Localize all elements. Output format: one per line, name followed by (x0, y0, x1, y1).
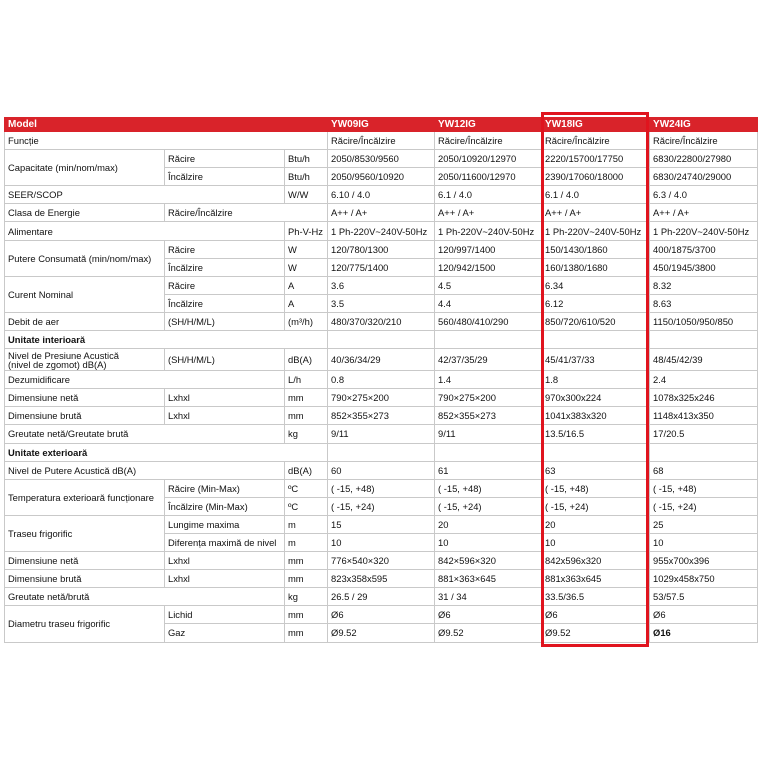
table-row (5, 407, 758, 425)
unit-label: (m³/h) (285, 312, 328, 330)
cell-value: 970x300x224 (542, 389, 650, 407)
cell-value: 26.5 / 29 (328, 588, 435, 606)
cell-value: Răcire/Încălzire (328, 132, 435, 150)
unit-label: kg (285, 425, 328, 443)
cell-value: 842x596x320 (542, 552, 650, 570)
cell-value: 42/37/35/29 (435, 349, 542, 371)
cell-value: 2050/10920/12970 (435, 150, 542, 168)
row-label: Capacitate (min/nom/max) (5, 150, 165, 186)
cell-value: 6.3 / 4.0 (650, 186, 758, 204)
table-row (5, 371, 758, 389)
model-label: Model (5, 118, 328, 132)
table-row (5, 204, 758, 222)
unit-label: A (285, 276, 328, 294)
cell-value: 4.5 (435, 276, 542, 294)
unit-label: mm (285, 389, 328, 407)
unit-label: mm (285, 624, 328, 642)
table-row (5, 570, 758, 588)
cell-value: 6.10 / 4.0 (328, 186, 435, 204)
sub-label: Răcire (165, 150, 285, 168)
cell-value: Ø6 (650, 606, 758, 624)
sub-label: Răcire/Încălzire (165, 204, 328, 222)
cell-value: 842×596×320 (435, 552, 542, 570)
section-header-outdoor (5, 443, 758, 461)
row-label-line: (nivel de zgomot) dB(A) (8, 358, 107, 370)
cell-value: 150/1430/1860 (542, 240, 650, 258)
cell-value: 560/480/410/290 (435, 312, 542, 330)
table-row (5, 240, 758, 258)
cell-value: 1078x325x246 (650, 389, 758, 407)
cell-value: 2220/15700/17750 (542, 150, 650, 168)
row-label: Dimensiune brută (5, 407, 165, 425)
sub-label: Lxhxl (165, 389, 285, 407)
cell-value: 31 / 34 (435, 588, 542, 606)
cell-value: 1 Ph-220V~240V-50Hz (542, 222, 650, 240)
cell-value: ( -15, +48) (328, 479, 435, 497)
model-name: YW18IG (542, 118, 650, 132)
cell-value: 68 (650, 461, 758, 479)
table-row (5, 349, 758, 371)
unit-label: W (285, 258, 328, 276)
cell-value: 40/36/34/29 (328, 349, 435, 371)
cell-value: Ø9.52 (328, 624, 435, 642)
unit-label: L/h (285, 371, 328, 389)
unit-label: kg (285, 588, 328, 606)
unit-label: W/W (285, 186, 328, 204)
cell-value: 6.34 (542, 276, 650, 294)
row-label: Traseu frigorific (5, 515, 165, 551)
spec-table (4, 117, 758, 643)
cell-value: Ø16 (650, 624, 758, 642)
cell-value: 3.6 (328, 276, 435, 294)
row-label: Alimentare (5, 222, 285, 240)
cell-value: A++ / A+ (542, 204, 650, 222)
cell-value: 6830/22800/27980 (650, 150, 758, 168)
cell-value: 6.12 (542, 294, 650, 312)
cell-value: ( -15, +24) (650, 497, 758, 515)
cell-value: 400/1875/3700 (650, 240, 758, 258)
row-label: Greutate netă/brută (5, 588, 285, 606)
cell-value: 1.8 (542, 371, 650, 389)
cell-value: 6.1 / 4.0 (435, 186, 542, 204)
row-label: Dimensiune netă (5, 552, 165, 570)
cell-value: 10 (328, 533, 435, 551)
cell-value: 10 (650, 533, 758, 551)
cell-value: 823x358x595 (328, 570, 435, 588)
section-header-indoor (5, 331, 758, 349)
cell-value: 8.63 (650, 294, 758, 312)
sub-label: (SH/H/M/L) (165, 312, 285, 330)
row-label: Diametru traseu frigorific (5, 606, 165, 642)
unit-label: A (285, 294, 328, 312)
row-label-line: Nivel de Presiune Acustică (8, 349, 119, 361)
cell-value: 790×275×200 (435, 389, 542, 407)
cell-value: 20 (542, 515, 650, 533)
row-label: Clasa de Energie (5, 204, 165, 222)
sub-label: Lxhxl (165, 552, 285, 570)
cell-value: 53/57.5 (650, 588, 758, 606)
cell-value: ( -15, +48) (650, 479, 758, 497)
cell-value: 2.4 (650, 371, 758, 389)
row-label: Temperatura exterioară funcționare (5, 479, 165, 515)
cell-value: 8.32 (650, 276, 758, 294)
cell-value: Ø9.52 (542, 624, 650, 642)
cell-value: 20 (435, 515, 542, 533)
row-label: Putere Consumată (min/nom/max) (5, 240, 165, 276)
cell-value: 120/942/1500 (435, 258, 542, 276)
cell-value: ( -15, +24) (435, 497, 542, 515)
table-row (5, 132, 758, 150)
unit-label: m (285, 533, 328, 551)
cell-value: 955x700x396 (650, 552, 758, 570)
section-title: Unitate interioară (5, 331, 328, 349)
table-row (5, 588, 758, 606)
cell-value: 10 (542, 533, 650, 551)
cell-value: 1 Ph-220V~240V-50Hz (435, 222, 542, 240)
cell-value: 1041x383x320 (542, 407, 650, 425)
cell-value: 1150/1050/950/850 (650, 312, 758, 330)
row-label: SEER/SCOP (5, 186, 285, 204)
cell-value: 3.5 (328, 294, 435, 312)
table-row (5, 150, 758, 168)
cell-value: Ø6 (435, 606, 542, 624)
unit-label: ºC (285, 497, 328, 515)
cell-value: Răcire/Încălzire (650, 132, 758, 150)
cell-value: 120/997/1400 (435, 240, 542, 258)
cell-value: 1 Ph-220V~240V-50Hz (328, 222, 435, 240)
unit-label: mm (285, 606, 328, 624)
cell-value: 63 (542, 461, 650, 479)
cell-value: 1 Ph-220V~240V-50Hz (650, 222, 758, 240)
cell-value: 48/45/42/39 (650, 349, 758, 371)
sub-label: Încălzire (165, 258, 285, 276)
table-row (5, 515, 758, 533)
cell-value: Răcire/Încălzire (542, 132, 650, 150)
row-label: Dezumidificare (5, 371, 285, 389)
cell-value: Răcire/Încălzire (435, 132, 542, 150)
cell-value: Ø9.52 (435, 624, 542, 642)
row-label: Dimensiune netă (5, 389, 165, 407)
cell-value: 450/1945/3800 (650, 258, 758, 276)
cell-value: 61 (435, 461, 542, 479)
cell-value: 45/41/37/33 (542, 349, 650, 371)
cell-value: 60 (328, 461, 435, 479)
table-row (5, 222, 758, 240)
cell-value: 0.8 (328, 371, 435, 389)
model-name: YW24IG (650, 118, 758, 132)
unit-label: ºC (285, 479, 328, 497)
cell-value: 160/1380/1680 (542, 258, 650, 276)
sub-label: Lxhxl (165, 570, 285, 588)
sub-label: Lungime maxima (165, 515, 285, 533)
cell-value: A++ / A+ (328, 204, 435, 222)
cell-value: 1.4 (435, 371, 542, 389)
cell-value: 9/11 (435, 425, 542, 443)
row-label: Curent Nominal (5, 276, 165, 312)
cell-value: 1029x458x750 (650, 570, 758, 588)
cell-value: 776×540×320 (328, 552, 435, 570)
sub-label: Încălzire (Min-Max) (165, 497, 285, 515)
cell-value: 881x363x645 (542, 570, 650, 588)
table-row (5, 425, 758, 443)
cell-value: 790×275×200 (328, 389, 435, 407)
table-row (5, 606, 758, 624)
row-label: Dimensiune brută (5, 570, 165, 588)
row-label (5, 349, 165, 371)
cell-value: 852×355×273 (435, 407, 542, 425)
table-row (5, 479, 758, 497)
unit-label: Btu/h (285, 168, 328, 186)
cell-value: 13.5/16.5 (542, 425, 650, 443)
row-label: Nivel de Putere Acustică dB(A) (5, 461, 285, 479)
model-name: YW12IG (435, 118, 542, 132)
row-label: Debit de aer (5, 312, 165, 330)
table-row (5, 389, 758, 407)
sub-label: Răcire (Min-Max) (165, 479, 285, 497)
unit-label: dB(A) (285, 461, 328, 479)
cell-value: 10 (435, 533, 542, 551)
cell-value: 15 (328, 515, 435, 533)
unit-label: Btu/h (285, 150, 328, 168)
cell-value: 881×363×645 (435, 570, 542, 588)
cell-value: ( -15, +24) (328, 497, 435, 515)
cell-value: 120/775/1400 (328, 258, 435, 276)
cell-value: 33.5/36.5 (542, 588, 650, 606)
cell-value: 2050/9560/10920 (328, 168, 435, 186)
sub-label: Gaz (165, 624, 285, 642)
sub-label: Încălzire (165, 294, 285, 312)
cell-value: ( -15, +48) (542, 479, 650, 497)
section-title: Unitate exterioară (5, 443, 328, 461)
table-row (5, 552, 758, 570)
sub-label: (SH/H/M/L) (165, 349, 285, 371)
table-row (5, 186, 758, 204)
sub-label: Lichid (165, 606, 285, 624)
header-row (5, 118, 758, 132)
sub-label: Încălzire (165, 168, 285, 186)
unit-label: m (285, 515, 328, 533)
cell-value: A++ / A+ (650, 204, 758, 222)
unit-label: dB(A) (285, 349, 328, 371)
cell-value: 6830/24740/29000 (650, 168, 758, 186)
sub-label: Răcire (165, 240, 285, 258)
row-label: Greutate netă/Greutate brută (5, 425, 285, 443)
cell-value: 2050/8530/9560 (328, 150, 435, 168)
sub-label: Răcire (165, 276, 285, 294)
model-name: YW09IG (328, 118, 435, 132)
cell-value: 852×355×273 (328, 407, 435, 425)
cell-value: 25 (650, 515, 758, 533)
cell-value: ( -15, +48) (435, 479, 542, 497)
cell-value: 850/720/610/520 (542, 312, 650, 330)
table-row (5, 276, 758, 294)
unit-label: mm (285, 552, 328, 570)
unit-label: mm (285, 407, 328, 425)
cell-value: 480/370/320/210 (328, 312, 435, 330)
row-label: Funcție (5, 132, 328, 150)
unit-label: W (285, 240, 328, 258)
cell-value: 2050/11600/12970 (435, 168, 542, 186)
cell-value: Ø6 (542, 606, 650, 624)
cell-value: 9/11 (328, 425, 435, 443)
cell-value: 4.4 (435, 294, 542, 312)
table-row (5, 461, 758, 479)
cell-value: 17/20.5 (650, 425, 758, 443)
unit-label: mm (285, 570, 328, 588)
sub-label: Lxhxl (165, 407, 285, 425)
cell-value: 6.1 / 4.0 (542, 186, 650, 204)
cell-value: 2390/17060/18000 (542, 168, 650, 186)
unit-label: Ph-V-Hz (285, 222, 328, 240)
sub-label: Diferența maximă de nivel (165, 533, 285, 551)
cell-value: Ø6 (328, 606, 435, 624)
cell-value: 120/780/1300 (328, 240, 435, 258)
cell-value: A++ / A+ (435, 204, 542, 222)
cell-value: 1148x413x350 (650, 407, 758, 425)
cell-value: ( -15, +24) (542, 497, 650, 515)
table-row (5, 312, 758, 330)
